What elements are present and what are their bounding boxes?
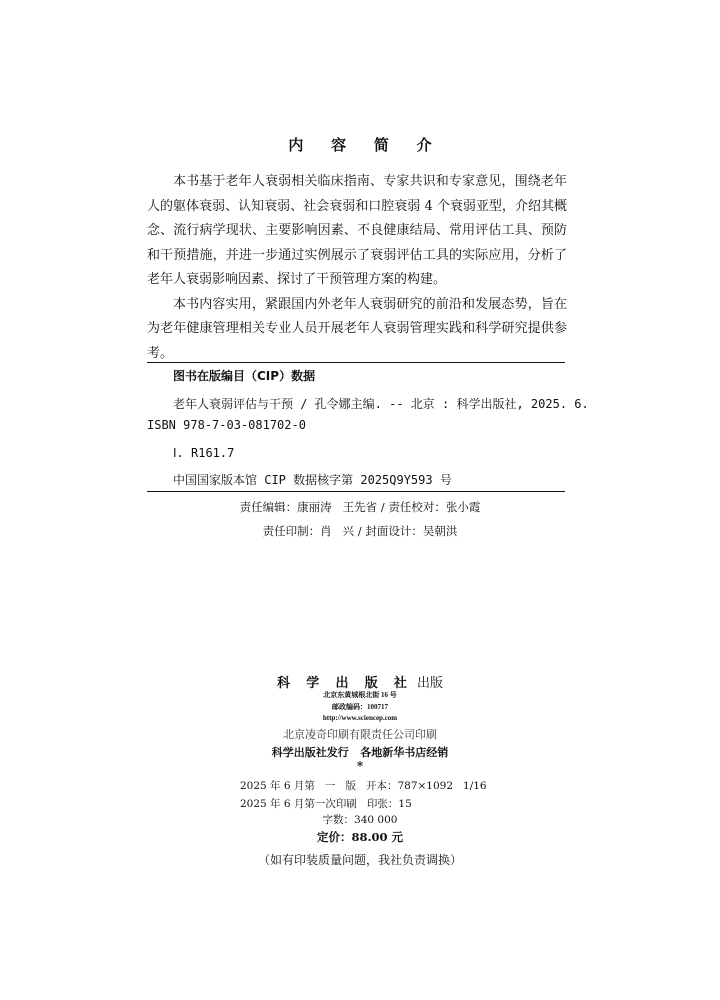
cip-classification: Ⅰ. R161.7 — [173, 446, 235, 460]
edition-line: 2025 年 6 月第 一 版 开本：787×1092 1/16 — [240, 780, 487, 792]
quality-notice: （如有印装质量问题，我社负责调换） — [257, 853, 462, 867]
printer-line: 北京凌奇印刷有限责任公司印刷 — [283, 728, 437, 741]
publisher-address: 北京东黄城根北街 16 号 — [323, 691, 397, 699]
summary-text — [147, 170, 567, 366]
price: 定价：88.00 元 — [316, 830, 403, 844]
word-count: 字数：340 000 — [322, 814, 398, 826]
summary-paragraph: 本书基于老年人衰弱相关临床指南、专家共识和专家意见，围绕老年人的躯体衰弱、认知衰弱、社会衰弱和口腔衰弱 4 个衰弱亚型，介绍其概念、流行病学现状、主要影响因素、不良健康结局、常用评估工具、预防和干预措施，并进一步通过实例展示了衰弱评估工具的实际应用，分析了老年人衰弱影响因素、探讨了干预管理方案的构建。 — [147, 174, 567, 287]
summary-paragraph: 本书内容实用，紧跟国内外老年人衰弱研究的前沿和发展态势，旨在为老年健康管理相关专业人员开展老年人衰弱管理实践和科学研究提供参考。 — [147, 296, 567, 361]
publisher-brand: 科 学 出 版 社 — [277, 676, 413, 691]
publisher-postcode: 邮政编码：100717 — [332, 703, 388, 711]
publisher-website: http://www.sciencep.com — [322, 714, 398, 722]
cip-isbn: ISBN 978-7-03-081702-0 — [147, 418, 306, 432]
publisher-name — [0, 672, 720, 691]
cip-number: 中国国家版本馆 CIP 数据核字第 2025Q9Y593 号 — [173, 473, 452, 487]
staff-production: 责任印制：肖 兴 / 封面设计：吴朝洪 — [262, 524, 458, 538]
cip-top-rule — [147, 362, 565, 363]
staff-editors: 责任编辑：康丽涛 王先省 / 责任校对：张小霞 — [239, 500, 481, 514]
separator-asterisk: * — [356, 759, 364, 773]
publisher-suffix: 出版 — [416, 676, 443, 691]
cip-bottom-rule — [147, 491, 565, 492]
distribution-line: 科学出版社发行 各地新华书店经销 — [271, 746, 449, 759]
cip-heading: 图书在版编目（CIP）数据 — [173, 369, 316, 383]
page-title: 内 容 简 介 — [288, 136, 443, 154]
cip-record-line: 老年人衰弱评估与干预 / 孔令娜主编. -- 北京 : 科学出版社, 2025. 6. — [173, 397, 589, 411]
printing-line: 2025 年 6 月第一次印刷 印张：15 — [240, 798, 412, 810]
